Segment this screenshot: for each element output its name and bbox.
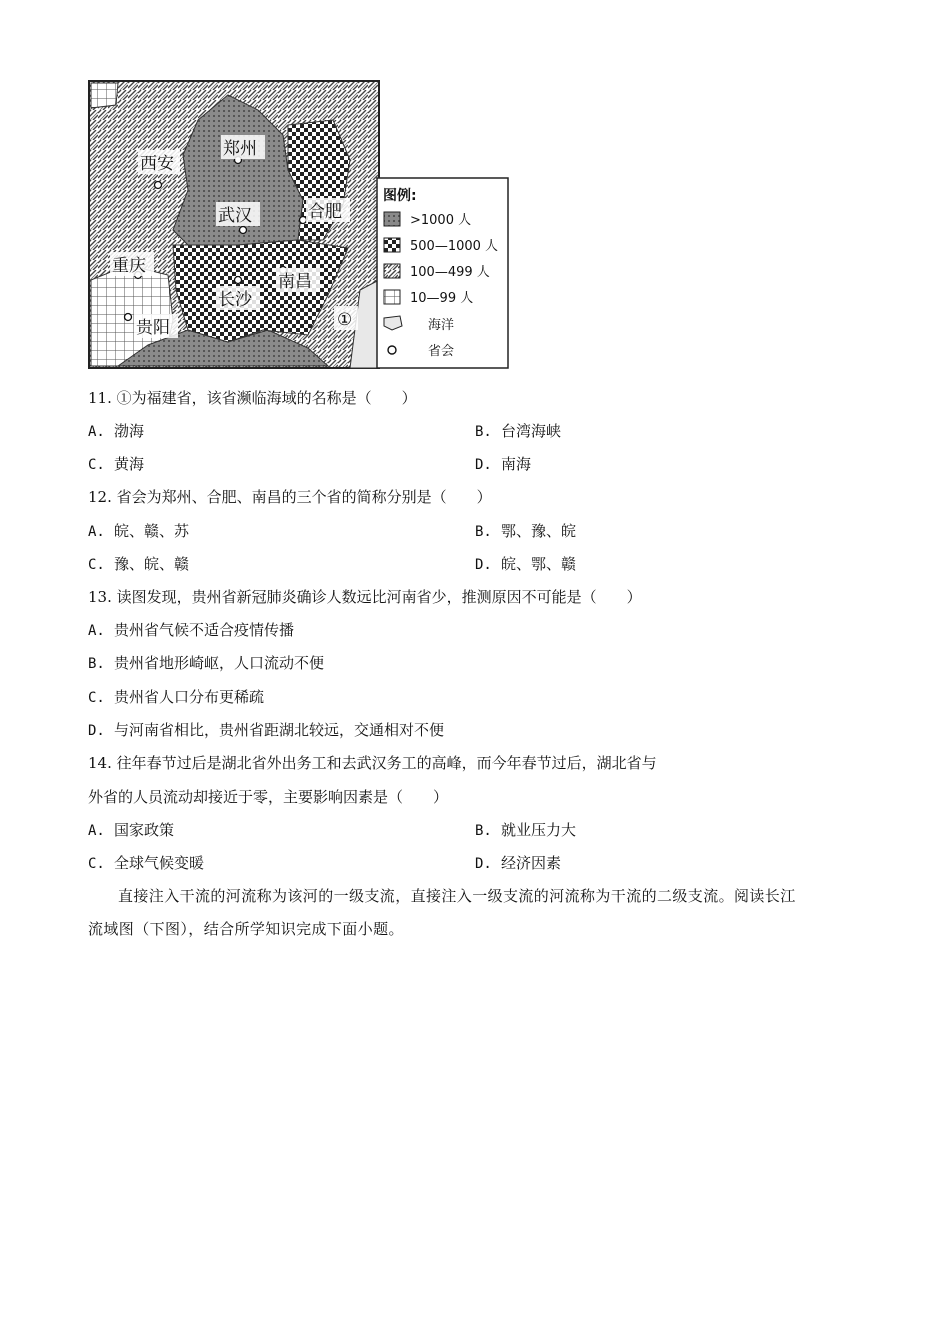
question-14-option-b[interactable] xyxy=(475,820,576,841)
option-text: 贵州省气候不适合疫情传播 xyxy=(114,621,295,639)
map-label-xian: 西安 xyxy=(140,154,174,174)
question-14-number: 14. xyxy=(88,754,112,772)
option-letter: C. xyxy=(88,557,105,573)
option-letter: B. xyxy=(475,524,492,540)
option-letter: D. xyxy=(475,557,492,573)
map-label-hefei: 合肥 xyxy=(308,202,342,222)
question-12-number: 12. xyxy=(88,488,112,506)
question-13-option-c[interactable] xyxy=(88,687,264,708)
option-text: 与河南省相比，贵州省距湖北较远，交通相对不便 xyxy=(114,721,445,739)
legend-swatch-500-1000 xyxy=(384,238,400,252)
option-letter: C. xyxy=(88,457,105,473)
capital-marker-changsha xyxy=(235,277,242,284)
option-text: 贵州省人口分布更稀疏 xyxy=(114,688,265,706)
question-12-stem xyxy=(88,487,492,507)
option-letter: D. xyxy=(475,856,492,872)
option-letter: B. xyxy=(475,424,492,440)
legend-label-10-99: 10—99 人 xyxy=(410,291,474,306)
option-letter: A. xyxy=(88,623,105,639)
map-label-fujian-marker: ① xyxy=(337,310,353,330)
legend-label-ocean: 海洋 xyxy=(428,318,455,333)
question-14-text-line1: 往年春节过后是湖北省外出务工和去武汉务工的高峰，而今年春节过后，湖北省与 xyxy=(116,754,657,772)
option-letter: A. xyxy=(88,524,105,540)
question-11-option-a[interactable] xyxy=(88,421,144,442)
question-14-stem-line1 xyxy=(88,753,657,773)
option-letter: A. xyxy=(88,424,105,440)
legend-swatch-10-99 xyxy=(384,290,400,304)
question-12-option-d[interactable] xyxy=(475,554,576,575)
legend-title: 图例: xyxy=(383,188,417,204)
question-13-option-b[interactable] xyxy=(88,653,324,674)
option-text: 皖、赣、苏 xyxy=(114,522,190,540)
option-text: 渤海 xyxy=(114,422,145,440)
map-label-changsha: 长沙 xyxy=(218,290,252,310)
question-13-number: 13. xyxy=(88,588,112,606)
intro-line-2: 流域图（下图），结合所学知识完成下面小题。 xyxy=(88,920,404,938)
question-14-option-c[interactable] xyxy=(88,853,204,874)
question-12-option-c[interactable] xyxy=(88,554,189,575)
legend-label-capital: 省会 xyxy=(428,344,455,359)
option-text: 全球气候变暖 xyxy=(114,854,205,872)
option-text: 贵州省地形崎岖，人口流动不便 xyxy=(114,654,325,672)
epidemic-map-figure xyxy=(88,80,510,370)
question-11-stem xyxy=(88,388,417,408)
question-12-option-a[interactable] xyxy=(88,521,189,542)
intro-paragraph xyxy=(88,880,878,946)
legend-swatch-over-1000 xyxy=(384,212,400,226)
legend-label-over-1000: >1000 人 xyxy=(410,213,472,228)
legend-swatch-capital xyxy=(388,346,396,354)
option-text: 豫、皖、赣 xyxy=(114,555,190,573)
map-label-guiyang: 贵阳 xyxy=(136,318,170,338)
intro-line-1-text: 直接注入干流的河流称为该河的一级支流，直接注入一级支流的河流称为干流的二级支流。阅读长江 xyxy=(118,887,796,905)
map-label-zhengzhou: 郑州 xyxy=(223,139,257,159)
option-letter: B. xyxy=(88,656,105,672)
capital-marker-xian xyxy=(155,182,162,189)
map-label-nanchang: 南昌 xyxy=(278,272,312,292)
question-14-text-line2: 外省的人员流动却接近于零，主要影响因素是（ ） xyxy=(88,788,449,806)
legend-swatch-100-499 xyxy=(384,264,400,278)
option-text: 台湾海峡 xyxy=(501,422,562,440)
question-13-stem xyxy=(88,587,642,607)
question-11-number: 11. xyxy=(88,389,112,407)
question-11-option-c[interactable] xyxy=(88,454,144,475)
map-legend xyxy=(377,178,508,368)
option-text: 国家政策 xyxy=(114,821,175,839)
question-11-option-b[interactable] xyxy=(475,421,561,442)
option-text: 南海 xyxy=(501,455,532,473)
capital-marker-guiyang xyxy=(125,314,132,321)
question-11-text: ①为福建省，该省濒临海域的名称是（ ） xyxy=(116,389,417,407)
region-10-99-top xyxy=(91,83,118,108)
option-letter: D. xyxy=(475,457,492,473)
option-text: 鄂、豫、皖 xyxy=(501,522,577,540)
option-letter: D. xyxy=(88,723,105,739)
question-11-option-d[interactable] xyxy=(475,454,531,475)
question-13-option-a[interactable] xyxy=(88,620,294,641)
legend-label-500-1000: 500—1000 人 xyxy=(410,239,499,254)
option-letter: B. xyxy=(475,823,492,839)
option-text: 经济因素 xyxy=(501,854,562,872)
capital-marker-hefei xyxy=(300,217,307,224)
option-letter: C. xyxy=(88,690,105,706)
question-14-option-a[interactable] xyxy=(88,820,174,841)
question-13-text: 读图发现，贵州省新冠肺炎确诊人数远比河南省少，推测原因不可能是（ ） xyxy=(116,588,642,606)
capital-marker-wuhan xyxy=(240,227,247,234)
map-label-wuhan: 武汉 xyxy=(218,206,252,226)
option-letter: C. xyxy=(88,856,105,872)
option-text: 就业压力大 xyxy=(501,821,577,839)
option-text: 黄海 xyxy=(114,455,145,473)
question-14-stem-line2 xyxy=(88,787,448,807)
option-text: 皖、鄂、赣 xyxy=(501,555,577,573)
question-13-option-d[interactable] xyxy=(88,720,444,741)
question-12-option-b[interactable] xyxy=(475,521,576,542)
question-14-option-d[interactable] xyxy=(475,853,561,874)
question-12-text: 省会为郑州、合肥、南昌的三个省的简称分别是（ ） xyxy=(116,488,492,506)
legend-label-100-499: 100—499 人 xyxy=(410,265,490,280)
map-label-chongqing: 重庆 xyxy=(112,256,146,276)
intro-line-1 xyxy=(88,880,878,913)
option-letter: A. xyxy=(88,823,105,839)
